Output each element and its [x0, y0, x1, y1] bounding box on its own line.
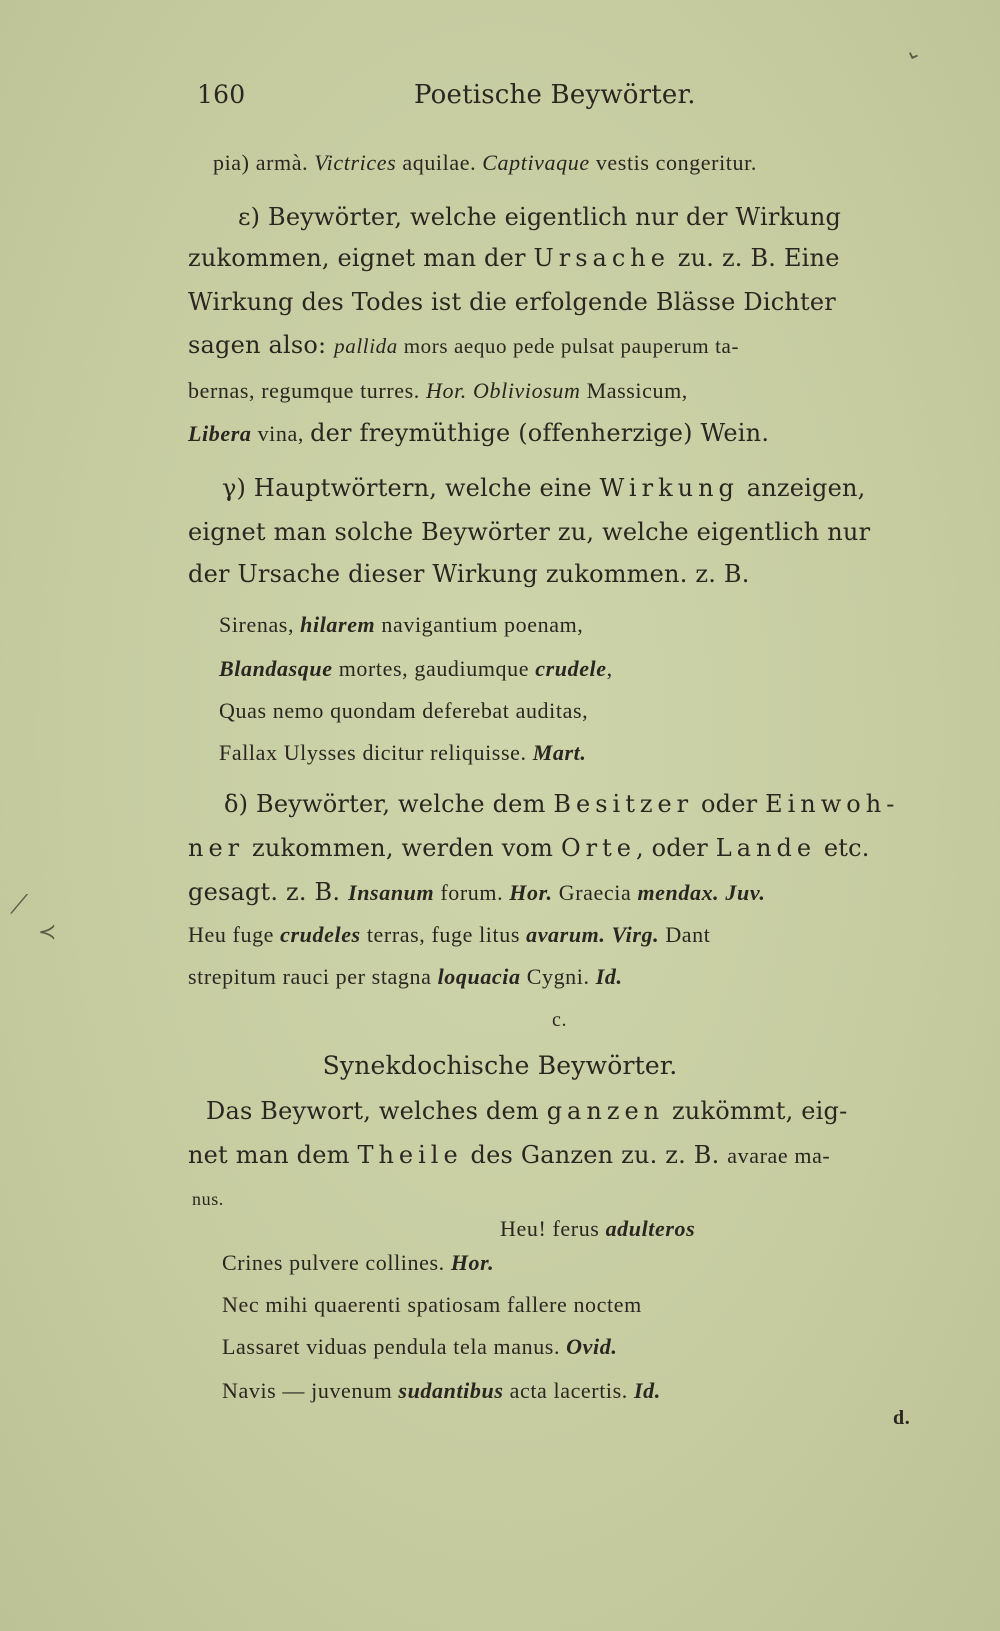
text-segment: Massicum, [580, 378, 688, 403]
text-line [206, 1099, 847, 1123]
text-segment: bernas, regumque turres. [188, 378, 426, 403]
text-segment: pia) armà. [213, 150, 315, 175]
text-segment-spaced: Theile [357, 1141, 463, 1169]
text-segment-spaced: ganzen [546, 1097, 665, 1125]
text-segment: eignet man solche Beywörter zu, welche eigentlich nur [188, 518, 871, 546]
text-segment: terras, fuge litus [360, 922, 527, 947]
text-line [188, 520, 870, 544]
text-segment-italic: Insanum [348, 880, 435, 905]
text-segment-spaced: Ursache [533, 244, 670, 272]
text-segment-italic: Hor. [425, 378, 467, 403]
text-segment: Lassaret viduas pendula tela manus. [222, 1334, 567, 1359]
text-segment: Wirkung des Todes ist die erfolgende Blässe Dichter [188, 288, 836, 316]
text-line [222, 1380, 661, 1402]
text-segment: Crines pulvere collines. [222, 1250, 451, 1275]
text-line [219, 614, 583, 636]
text-segment: zukömmt, eig- [664, 1097, 848, 1125]
text-segment: Sirenas, [219, 612, 301, 637]
text-line [188, 333, 739, 357]
text-segment-italic: Obliviosum [473, 378, 581, 403]
text-segment: acta lacertis. [503, 1378, 635, 1403]
paper-mark-icon: ≺ [38, 920, 57, 945]
text-segment-spaced: Einwoh- [765, 790, 900, 818]
text-line [188, 562, 750, 586]
text-segment-italic: Id. [634, 1378, 661, 1403]
text-segment: Nec mihi quaerenti spatiosam fallere noctem [222, 1292, 642, 1317]
text-segment-italic: adulteros [605, 1216, 696, 1241]
text-segment: , [606, 656, 613, 681]
text-line [219, 700, 588, 722]
text-segment: Graecia [552, 880, 638, 905]
text-segment-spaced: Besitzer [553, 790, 694, 818]
text-segment-italic: Juv. [725, 880, 766, 905]
text-line [224, 792, 899, 816]
text-segment: anzeigen, [738, 474, 866, 502]
text-segment-italic: avarum. [526, 922, 606, 947]
text-segment: nus. [192, 1189, 224, 1209]
text-line [222, 476, 865, 500]
text-line [219, 658, 613, 680]
page-number: 160 [197, 80, 246, 109]
text-segment-spaced: Lande [715, 834, 817, 862]
text-segment-italic: Captivaque [482, 150, 590, 175]
text-line [222, 1294, 642, 1316]
text-segment: zu. z. B. Eine [669, 244, 840, 272]
text-segment-italic: Mart. [532, 740, 587, 765]
text-line [222, 1336, 617, 1358]
text-segment-spaced: Wirkung [599, 474, 739, 502]
text-segment: Das Beywort, welches dem [206, 1097, 547, 1125]
text-line [500, 1218, 695, 1240]
text-segment-italic: hilarem [300, 612, 376, 637]
text-segment: etc. [816, 834, 870, 862]
catchword: d. [893, 1407, 911, 1429]
text-line [222, 1252, 494, 1274]
text-segment: Heu fuge [188, 922, 281, 947]
text-segment: aquilae. [396, 150, 483, 175]
text-segment: Synekdochische Beywörter. [322, 1051, 678, 1080]
text-segment: , oder [635, 834, 716, 862]
text-segment: mortes, gaudiumque [332, 656, 536, 681]
text-segment: net man dem [188, 1141, 358, 1169]
text-line [188, 380, 688, 402]
text-segment: Heu! ferus [500, 1216, 606, 1241]
text-segment-italic: sudantibus [398, 1378, 504, 1403]
text-segment: vina, [251, 421, 311, 446]
text-segment-italic: Blandasque [219, 656, 333, 681]
text-segment-italic: loquacia [437, 964, 521, 989]
text-segment: δ) Beywörter, welche dem [224, 790, 554, 818]
text-segment-italic: pallida [334, 334, 398, 358]
paper-mark-icon: ⌄ [901, 37, 928, 68]
text-segment: zukommen, eignet man der [188, 244, 534, 272]
text-segment: Navis — juvenum [222, 1378, 399, 1403]
text-segment-italic: Libera [188, 421, 252, 446]
running-title: Poetische Beywörter. [414, 80, 696, 110]
text-line [188, 924, 710, 946]
text-line [188, 421, 769, 445]
text-segment: ε) Beywörter, welche eigentlich nur der Wirkung [238, 203, 842, 231]
text-segment-italic: Virg. [611, 922, 660, 947]
text-segment: zukommen, werden vom [244, 834, 561, 862]
text-segment: avarae ma- [727, 1143, 831, 1168]
text-line [192, 1190, 224, 1208]
text-line [188, 836, 870, 860]
text-segment-italic: Hor. [450, 1250, 495, 1275]
text-segment-italic: mendax. [637, 880, 720, 905]
text-segment: sagen also: [188, 331, 335, 359]
text-segment: der freymüthige (offenherzige) Wein. [310, 419, 770, 447]
section-heading [0, 1053, 1000, 1078]
text-segment-italic: Victrices [314, 150, 397, 175]
section-letter: c. [552, 1009, 568, 1031]
text-segment: vestis congeritur. [589, 150, 757, 175]
text-line [188, 880, 765, 904]
paper-mark-icon: ⟋ [10, 890, 29, 920]
text-segment-italic: Ovid. [566, 1334, 618, 1359]
text-segment: γ) Hauptwörtern, welche eine [222, 474, 600, 502]
text-line [188, 246, 840, 270]
text-segment: der Ursache dieser Wirkung zukommen. z. B. [188, 560, 750, 588]
text-segment-italic: Id. [595, 964, 623, 989]
text-line [213, 152, 757, 174]
text-line [238, 205, 841, 229]
text-segment-italic: Hor. [509, 880, 553, 905]
text-segment: des Ganzen zu. z. B. [462, 1141, 728, 1169]
text-segment-spaced: ner [188, 834, 245, 862]
text-segment: Fallax Ulysses dicitur reliquisse. [219, 740, 533, 765]
text-segment: Cygni. [520, 964, 596, 989]
text-segment-spaced: Orte [560, 834, 636, 862]
text-line [219, 742, 586, 764]
text-line [188, 966, 623, 988]
text-segment: forum. [434, 880, 510, 905]
text-segment-italic: crudele [535, 656, 607, 681]
text-segment-italic: crudeles [280, 922, 361, 947]
text-segment: mors aequo pede pulsat pauperum ta- [397, 334, 740, 358]
text-segment: strepitum rauci per stagna [188, 964, 438, 989]
text-segment: Dant [659, 922, 711, 947]
text-line [188, 1143, 830, 1167]
text-segment: gesagt. z. B. [188, 878, 349, 906]
text-line [188, 290, 836, 314]
text-segment: Quas nemo quondam deferebat auditas, [219, 698, 589, 723]
text-segment: navigantium poenam, [375, 612, 584, 637]
text-segment: oder [693, 790, 766, 818]
